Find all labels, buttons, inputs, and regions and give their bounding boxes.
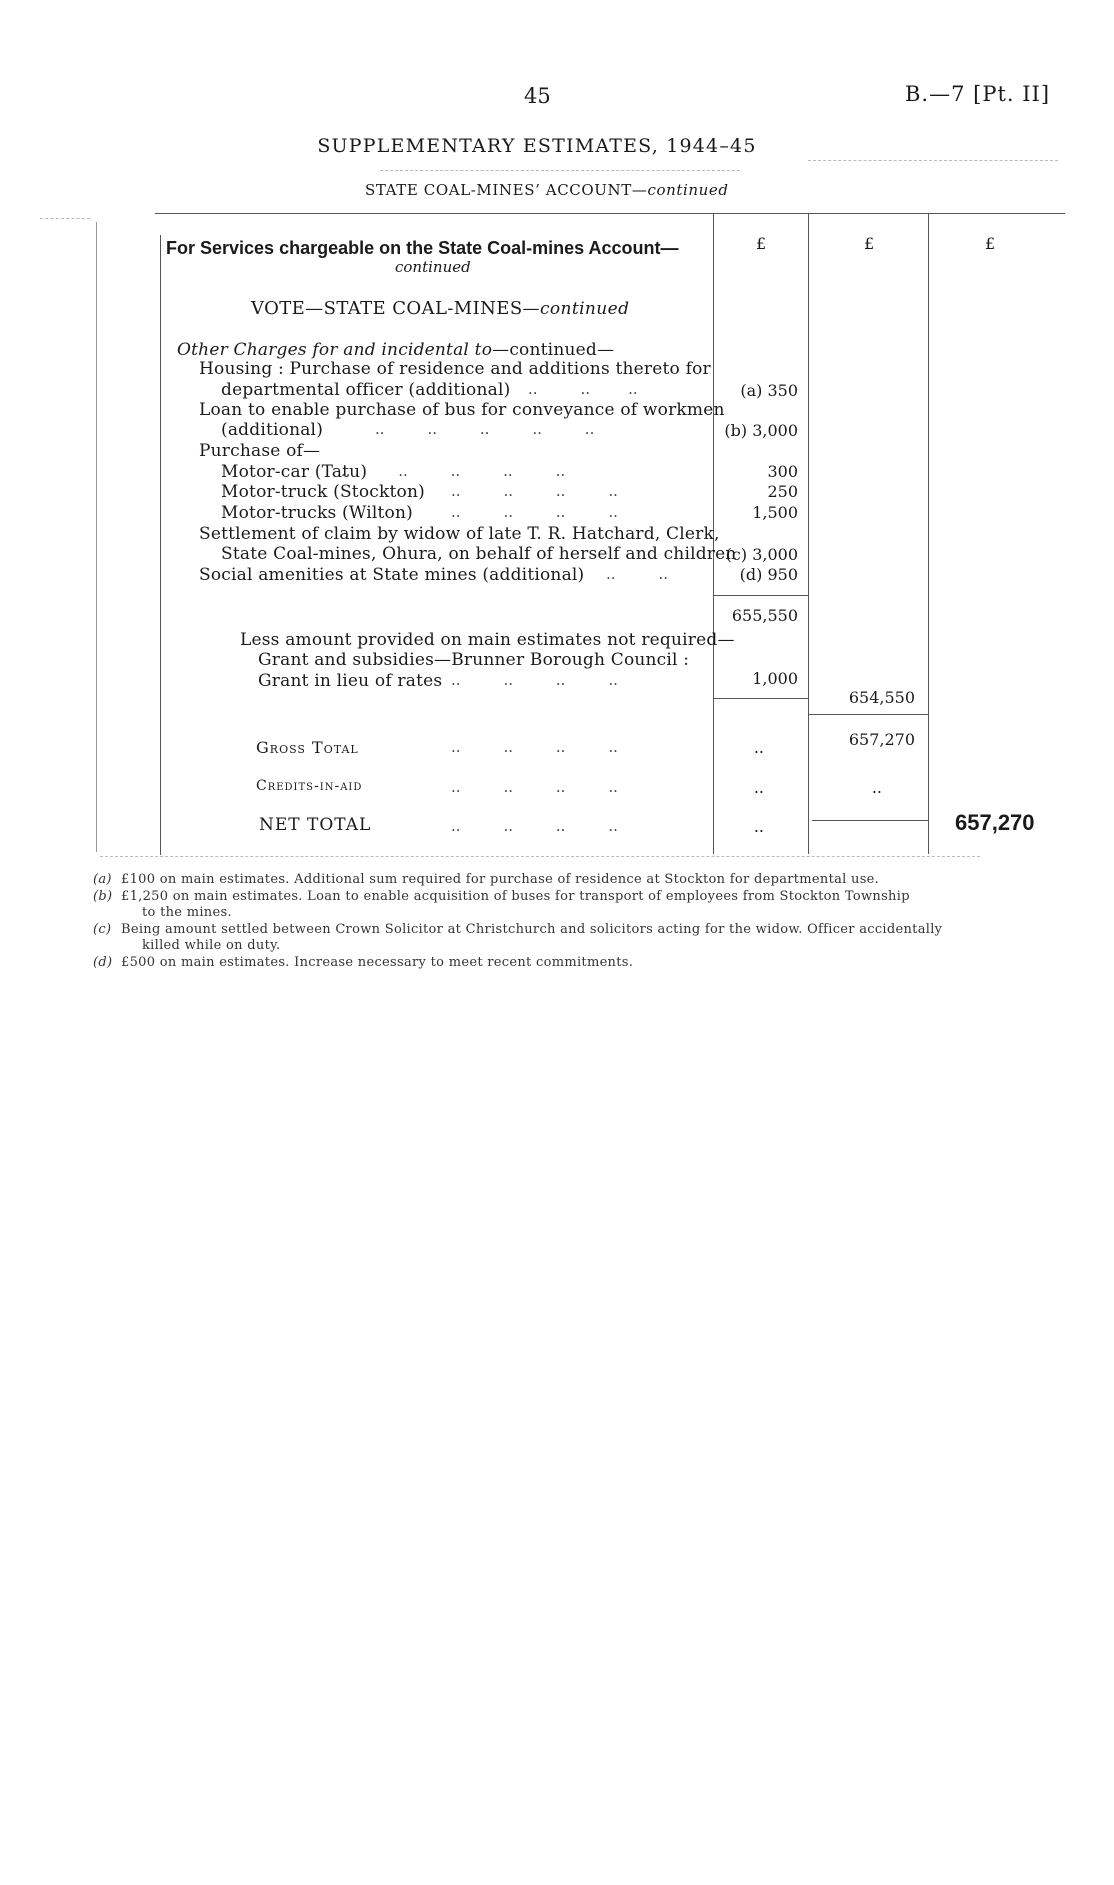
leader-dots: .. .. (606, 565, 668, 583)
footnote-a (93, 872, 879, 887)
motor-car-amount: 300 (767, 462, 798, 481)
header-rule-mid (380, 170, 740, 171)
leader-dots: .. .. .. (528, 380, 638, 398)
col2-rule (809, 714, 928, 715)
header-rule-left (40, 218, 90, 219)
motor-truck-line: Motor-truck (Stockton) (221, 482, 425, 502)
column-rule-3 (928, 214, 929, 854)
net-total-label: NET TOTAL (259, 815, 372, 835)
account-subtitle-cont: —continued (631, 181, 729, 199)
page-title (0, 135, 1114, 157)
net-total-amount: 657,270 (955, 810, 1035, 835)
leader-dots: .. .. .. .. (451, 503, 618, 521)
vote-heading (251, 298, 629, 319)
currency-header-1: £ (756, 234, 767, 253)
net-total-rule (812, 820, 928, 821)
footnote-tag: (c) (93, 922, 112, 937)
housing-line-2: departmental officer (additional) (221, 380, 511, 400)
motor-trucks-amount: 1,500 (752, 503, 798, 522)
footnote-c (93, 922, 942, 937)
credits-in-aid-col2: .. (871, 778, 882, 797)
account-subtitle (365, 181, 729, 199)
page-number: 45 (524, 84, 551, 108)
column-rule-2 (808, 214, 809, 854)
leader-dots: .. .. .. .. (451, 671, 618, 689)
less-amount: 1,000 (752, 669, 798, 688)
leader-dots: .. .. .. .. .. (341, 462, 566, 480)
leader-dots: .. .. .. .. (451, 738, 618, 756)
leader-dots: .. .. .. .. (451, 482, 618, 500)
footnote-tag: (d) (93, 955, 113, 970)
purchase-heading: Purchase of— (199, 441, 321, 461)
other-charges-cont: —continued— (492, 340, 615, 360)
footnote-text: £100 on main estimates. Additional sum required for purchase of residence at Stockton for departmental use. (121, 872, 880, 887)
vote-heading-cont: —continued (522, 299, 630, 319)
loan-amount: (b) 3,000 (724, 421, 798, 440)
gross-total-amount: 657,270 (848, 730, 915, 749)
subtotal-rule (714, 595, 808, 596)
footnote-text: Being amount settled between Crown Solicitor at Christchurch and solicitors acting for the widow. Officer accidentally (121, 922, 943, 937)
settlement-amount: (c) 3,000 (725, 545, 798, 564)
leader-dots: .. .. .. .. .. (375, 420, 595, 438)
table-bottom-rule (100, 856, 980, 857)
credits-in-aid-col1: .. (753, 778, 764, 797)
less-line-3: Grant in lieu of rates (258, 671, 443, 691)
gross-total-col1: .. (753, 738, 764, 757)
motor-trucks-line: Motor-trucks (Wilton) (221, 503, 413, 523)
housing-line-1: Housing : Purchase of residence and additions thereto for (199, 359, 711, 379)
footnote-b-cont: to the mines. (142, 905, 232, 920)
other-charges-heading (177, 340, 614, 360)
housing-amount: (a) 350 (740, 381, 798, 400)
currency-header-2: £ (864, 234, 875, 253)
footnote-c-cont: killed while on duty. (142, 938, 281, 953)
loan-line-1: Loan to enable purchase of bus for conveyance of workmen (199, 400, 725, 420)
motor-truck-amount: 250 (767, 482, 798, 501)
footnote-text: £500 on main estimates. Increase necessary to meet recent commitments. (121, 955, 634, 970)
leader-dots: .. .. .. .. (451, 778, 618, 796)
footnote-tag: (a) (93, 872, 112, 887)
document-reference: B.—7 [Pt. II] (905, 82, 1051, 106)
table-left-margin-rule (96, 222, 97, 852)
less-line-1: Less amount provided on main estimates not required— (240, 630, 735, 650)
account-subtitle-main: STATE COAL-MINES’ ACCOUNT (365, 181, 632, 199)
page-title-text: SUPPLEMENTARY ESTIMATES, 1944–45 (317, 135, 757, 157)
header-rule-right (808, 160, 1058, 161)
credits-in-aid-label: Credits-in-aid (256, 778, 363, 794)
subtotal-amount: 655,550 (731, 606, 798, 625)
social-amenities-amount: (d) 950 (739, 565, 798, 584)
other-charges-italic: Other Charges for and incidental to (177, 340, 493, 360)
footnote-tag: (b) (93, 889, 113, 904)
currency-header-3: £ (985, 234, 996, 253)
footnote-b (93, 889, 910, 904)
less-rule (714, 698, 808, 699)
gross-total-label: Gross Total (256, 738, 359, 757)
footnote-text: £1,250 on main estimates. Loan to enable acquisition of buses for transport of employees from Stockton Township (121, 889, 910, 904)
table-left-rule (160, 235, 161, 855)
motor-car-line: Motor-car (Tatu) (221, 462, 368, 482)
social-amenities-line: Social amenities at State mines (additional) (199, 565, 585, 585)
loan-line-2: (additional) (221, 420, 324, 440)
leader-dots: .. .. .. .. (451, 817, 618, 835)
section-heading: For Services chargeable on the State Coal-mines Account— (166, 238, 679, 258)
net-after-less-amount: 654,550 (848, 688, 915, 707)
settlement-line-1: Settlement of claim by widow of late T. R. Hatchard, Clerk, (199, 524, 720, 544)
less-line-2: Grant and subsidies—Brunner Borough Council : (258, 650, 690, 670)
net-total-col1: .. (753, 817, 764, 836)
vote-heading-main: VOTE—STATE COAL-MINES (251, 298, 523, 319)
section-heading-cont: continued (395, 258, 471, 276)
settlement-line-2: State Coal-mines, Ohura, on behalf of herself and children (221, 544, 737, 564)
footnote-d (93, 955, 633, 970)
